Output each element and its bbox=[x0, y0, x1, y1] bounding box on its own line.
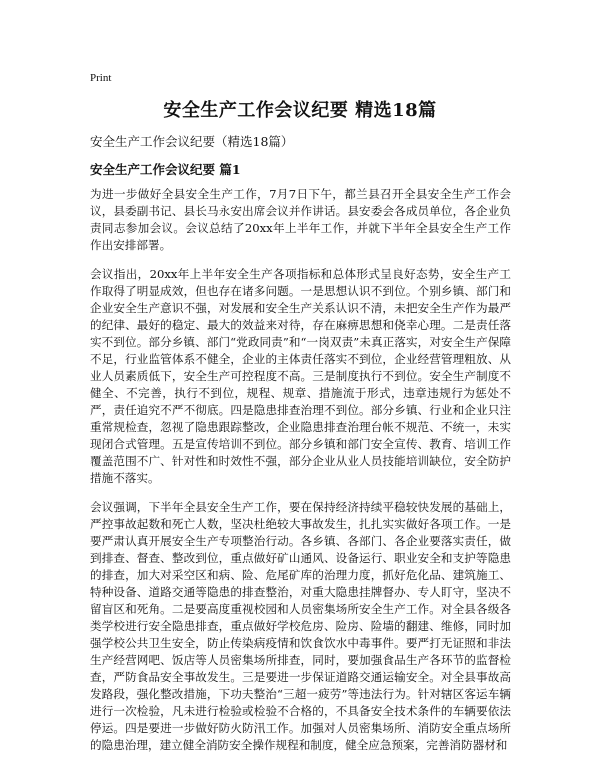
page-title: 安全生产工作会议纪要 精选18篇 bbox=[163, 100, 437, 121]
paragraph-1: 为进一步做好全县安全生产工作，7月7日下午，都兰县召开全县安全生产工作会议，县委副书记、县长马永安出席会议并作讲话。县安委会各成员单位，各企业负责同志参加会议。会议总结了20xx年上半年工作，并就下半年全县安全生产工作作出安排部署。 bbox=[90, 187, 511, 252]
body-text bbox=[90, 186, 511, 766]
section-heading: 安全生产工作会议纪要 篇1 bbox=[90, 162, 241, 177]
print-link[interactable]: Print bbox=[90, 72, 112, 84]
document-subtitle: 安全生产工作会议纪要（精选18篇） bbox=[90, 134, 294, 149]
paragraph-2: 会议指出，20xx年上半年安全生产各项指标和总体形式呈良好态势，安全生产工作取得了明显成效，但也存在诸多问题。一是思想认识不到位。个别乡镇、部门和企业安全生产意识不强，对发展和安全生产关系认识不清，未把安全生产作为最严的纪律、最好的稳定、最大的效益来对待，存在麻痹思想和侥幸心理。二是责任落实不到位。部分乡镇、部门“党政同责”和“一岗双责”未真正落实，对安全生产保障不足，行业监管体系不健全，企业的主体责任落实不到位，企业经营管理粗放、从业人员素质低下，安全生产可控程度不高。三是制度执行不到位。安全生产制度不健全、不完善，执行不到位，规程、规章、措施流于形式，违章违规行为惩处不严，责任追究不严不彻底。四是隐患排查治理不到位。部分乡镇、行业和企业只注重常规检查，忽视了隐患跟踪整改，企业隐患排查治理台帐不规范、不统一，未实现闭合式管理。五是宣传培训不到位。部分乡镇和部门安全宣传、教育、培训工作覆盖范围不广、针对性和时效性不强，部分企业从业人员技能培训缺位，安全防护措施不落实。 bbox=[90, 267, 511, 485]
paragraph-3: 会议强调，下半年全县安全生产工作，要在保持经济持续平稳较快发展的基础上，严控事故起数和死亡人数，坚决杜绝较大事故发生，扎扎实实做好各项工作。一是要严肃认真开展安全生产专项整治行动。各乡镇、各部门、各企业要落实责任，做到排查、督查、整改到位，重点做好矿山通风、设备运行、职业安全和支护等隐患的排查，加大对采空区和病、险、危尾矿库的治理力度，抓好危化品、建筑施工、特种设备、道路交通等隐患的排查整治，对重大隐患挂牌督办、专人盯守，坚决不留盲区和死角。二是要高度重视校园和人员密集场所安全生产工作。对全县各级各类学校进行安全隐患排查，重点做好学校危房、险房、险墙的翻建、维修，同时加强学校公共卫生安全，防止传染病疫情和饮食饮水中毒事件。要严打无证照和非法生产经营网吧、饭店等人员密集场所排查，同时，要加强食品生产各环节的监督检查，严防食品安全事故发生。三是要进一步保证道路交通运输安全。对全县事故高发路段，强化整改措施，下功夫整治“三超一疲劳”等违法行为。针对辖区客运车辆进行一次检验，凡未进行检验或检验不合格的，不具备安全技术条件的车辆要依法停运。四是要进一步做好防火防汛工作。加强对人员密集场所、消防安全重点场所的隐患治理，建立健全消防安全操作规程和制度，健全应急预案，完善消防器材和 bbox=[90, 500, 511, 752]
